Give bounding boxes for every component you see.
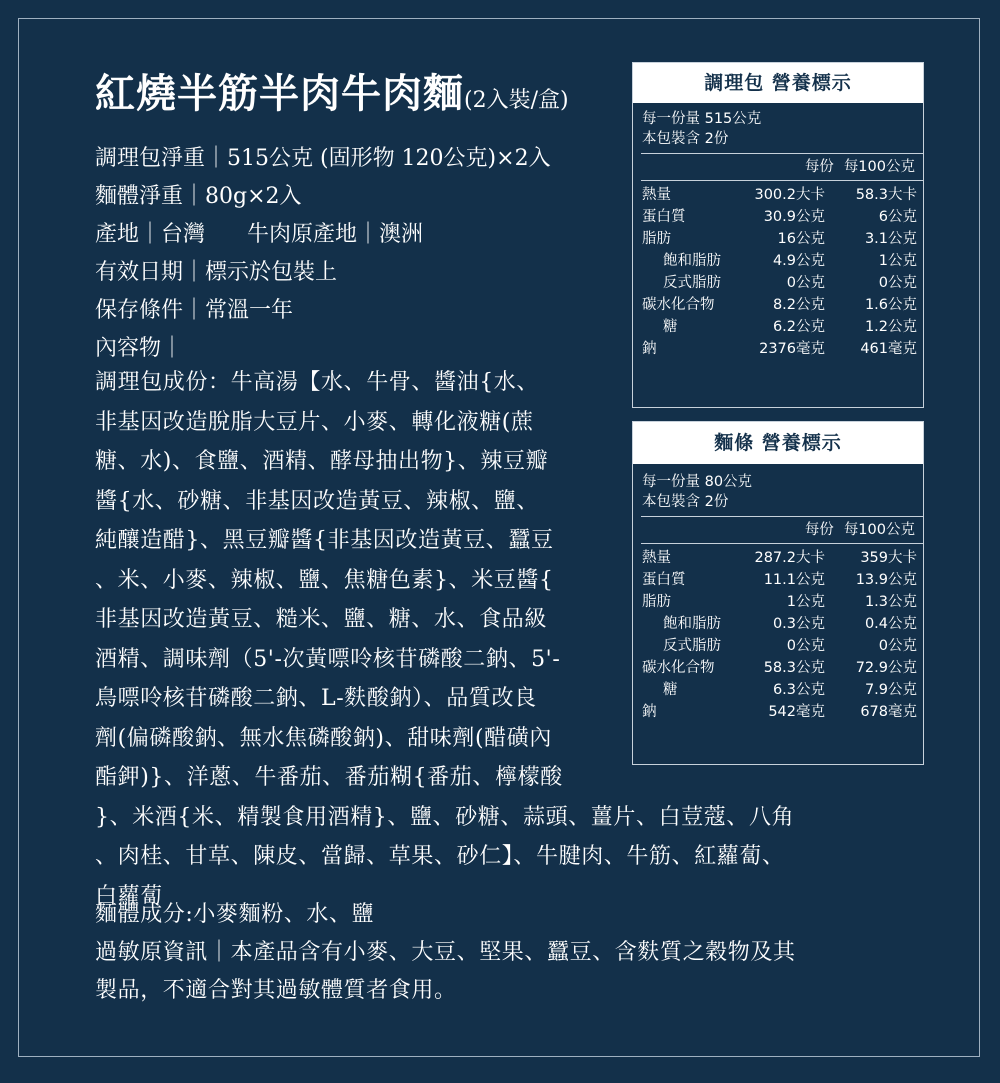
noodle-ingredients: 麵體成分:小麥麵粉、水、鹽 [95, 902, 375, 927]
per-serving-value: 300.2大卡 [754, 187, 825, 203]
per-100g-value: 0公克 [878, 638, 917, 654]
per-serving-value: 58.3公克 [763, 660, 825, 676]
nutrition-row [641, 547, 923, 569]
ingredients-line: 酯鉀)}、洋蔥、牛番茄、番茄糊{番茄、檸檬酸 [95, 765, 563, 790]
ingredients-line: 劑(偏磷酸鈉、無水焦磷酸鈉)、甜味劑(醋磺內 [95, 725, 552, 751]
serving-info [633, 464, 923, 516]
nutrient-label: 鈉 [642, 341, 657, 357]
nutrient-label: 反式脂肪 [663, 275, 721, 291]
per-100g-value: 0.4公克 [864, 616, 917, 632]
per-serving-value: 8.2公克 [772, 297, 825, 313]
per-serving-value: 16公克 [777, 231, 825, 247]
per-serving-value: 30.9公克 [763, 209, 825, 225]
col-per-100g: 每100公克 [843, 522, 915, 538]
per-serving-value: 6.3公克 [772, 682, 825, 698]
nutrition-row [641, 272, 923, 294]
ingredients-line: 酒精、調味劑（5'-次黃嘌呤核苷磷酸二鈉、5'- [95, 646, 561, 672]
per-serving-value: 4.9公克 [772, 253, 825, 269]
per-100g-value: 678毫克 [860, 704, 917, 720]
per-serving-value: 0公克 [786, 275, 825, 291]
ingredients-line: 調理包成份：牛高湯【水、牛骨、醬油{水、 [95, 370, 539, 395]
table-heading: 調理包 營養標示 [633, 63, 923, 103]
ingredients-line: 白蘿蔔 [95, 883, 163, 909]
noodle-nutrition-table [632, 421, 924, 765]
per-100g-value: 0公克 [878, 275, 917, 291]
nutrition-rows [641, 543, 923, 727]
nutrient-label: 糖 [663, 319, 678, 335]
serving-size: 每一份量 515公克 [642, 111, 762, 127]
nutrition-row [641, 294, 923, 316]
per-100g-value: 461毫克 [860, 341, 917, 357]
nutrient-label: 飽和脂肪 [663, 253, 721, 269]
ingredients-line: 、米、小麥、辣椒、鹽、焦糖色素}、米豆醬{ [95, 567, 554, 593]
col-per-serving: 每份 [804, 159, 834, 175]
serving-info [633, 103, 923, 153]
nutrient-label: 蛋白質 [642, 209, 686, 225]
ingredients-line: 鳥嘌呤核苷磷酸二鈉、L-麩酸鈉）、品質改良 [95, 686, 537, 711]
servings-per-pack: 本包裝含 2份 [642, 131, 729, 147]
nutrition-row [641, 338, 923, 360]
per-100g-value: 1公克 [878, 253, 917, 269]
nutrient-label: 飽和脂肪 [663, 616, 721, 632]
nutrient-label: 糖 [663, 682, 678, 698]
product-title [95, 62, 569, 119]
package-count: (2入裝/盒) [464, 88, 569, 113]
product-info [95, 140, 551, 368]
nutrient-label: 熱量 [642, 187, 671, 203]
nutrition-row [641, 316, 923, 338]
expiry: 有效日期｜標示於包裝上 [95, 260, 338, 285]
per-serving-value: 0公克 [786, 638, 825, 654]
origin-line [95, 216, 551, 254]
per-100g-value: 1.6公克 [864, 297, 917, 313]
nutrient-label: 熱量 [642, 550, 671, 566]
per-serving-value: 1公克 [786, 594, 825, 610]
nutrition-row [641, 657, 923, 679]
serving-size: 每一份量 80公克 [642, 474, 753, 490]
per-100g-value: 13.9公克 [855, 572, 917, 588]
nutrient-label: 脂肪 [642, 231, 671, 247]
origin: 產地｜台灣 [95, 222, 206, 247]
per-serving-value: 0.3公克 [772, 616, 825, 632]
nutrition-row [641, 591, 923, 613]
per-100g-value: 72.9公克 [855, 660, 917, 676]
nutrition-row [641, 250, 923, 272]
per-serving-value: 6.2公克 [772, 319, 825, 335]
nutrition-row [641, 701, 923, 723]
sauce-weight: 調理包淨重｜515公克 (固形物 120公克)×2入 [95, 146, 551, 171]
per-serving-value: 2376毫克 [759, 341, 825, 357]
per-100g-value: 1.2公克 [864, 319, 917, 335]
per-100g-value: 1.3公克 [864, 594, 917, 610]
product-name: 紅燒半筋半肉牛肉麵 [95, 70, 464, 117]
table-heading: 麵條 營養標示 [633, 422, 923, 464]
ingredients-line: 純釀造醋}、黑豆瓣醬{非基因改造黃豆、蠶豆 [95, 528, 554, 553]
servings-per-pack: 本包裝含 2份 [642, 494, 729, 510]
ingredients-line: 、肉桂、甘草、陳皮、當歸、草果、砂仁】、牛腱肉、牛筋、紅蘿蔔、 [95, 844, 785, 869]
nutrition-rows [641, 180, 923, 364]
allergen-line: 製品，不適合對其過敏體質者食用。 [95, 978, 457, 1003]
nutrient-label: 碳水化合物 [642, 660, 715, 676]
storage: 保存條件｜常溫一年 [95, 298, 294, 323]
nutrient-label: 反式脂肪 [663, 638, 721, 654]
nutrient-label: 脂肪 [642, 594, 671, 610]
nutrition-row [641, 569, 923, 591]
noodle-weight: 麵體淨重｜80g×2入 [95, 184, 302, 209]
nutrition-row [641, 679, 923, 701]
ingredients-line: 醬{水、砂糖、非基因改造黃豆、辣椒、鹽、 [95, 488, 539, 514]
nutrition-row [641, 184, 923, 206]
per-100g-value: 3.1公克 [864, 231, 917, 247]
beef-origin: 牛肉原產地｜澳洲 [247, 222, 424, 247]
nutrition-row [641, 635, 923, 657]
sauce-nutrition-table [632, 62, 924, 408]
allergen-line: 過敏原資訊｜本產品含有小麥、大豆、堅果、蠶豆、含麩質之穀物及其 [95, 940, 796, 965]
col-per-100g: 每100公克 [843, 159, 915, 175]
nutrition-row [641, 228, 923, 250]
nutrition-row [641, 206, 923, 228]
nutrition-row [641, 613, 923, 635]
ingredients-line: 非基因改造黃豆、糙米、鹽、糖、水、食品級 [95, 607, 548, 632]
nutrient-label: 鈉 [642, 704, 657, 720]
nutrient-label: 蛋白質 [642, 572, 686, 588]
per-serving-value: 542毫克 [768, 704, 825, 720]
noodle-and-allergen-info [95, 896, 796, 1010]
per-100g-value: 7.9公克 [864, 682, 917, 698]
contents-label: 內容物｜ [95, 336, 184, 361]
column-header [641, 516, 923, 543]
per-100g-value: 6公克 [878, 209, 917, 225]
per-serving-value: 11.1公克 [763, 572, 825, 588]
per-100g-value: 58.3大卡 [855, 187, 917, 203]
ingredients-line: 非基因改造脫脂大豆片、小麥、轉化液糖(蔗 [95, 409, 534, 435]
nutrient-label: 碳水化合物 [642, 297, 715, 313]
col-per-serving: 每份 [804, 522, 834, 538]
per-serving-value: 287.2大卡 [754, 550, 825, 566]
ingredients-line: 糖、水)、食鹽、酒精、酵母抽出物}、辣豆瓣 [95, 449, 549, 474]
ingredients-line: }、米酒{米、精製食用酒精}、鹽、砂糖、蒜頭、薑片、白荳蔻、八角 [95, 804, 795, 830]
per-100g-value: 359大卡 [860, 550, 917, 566]
column-header [641, 153, 923, 180]
